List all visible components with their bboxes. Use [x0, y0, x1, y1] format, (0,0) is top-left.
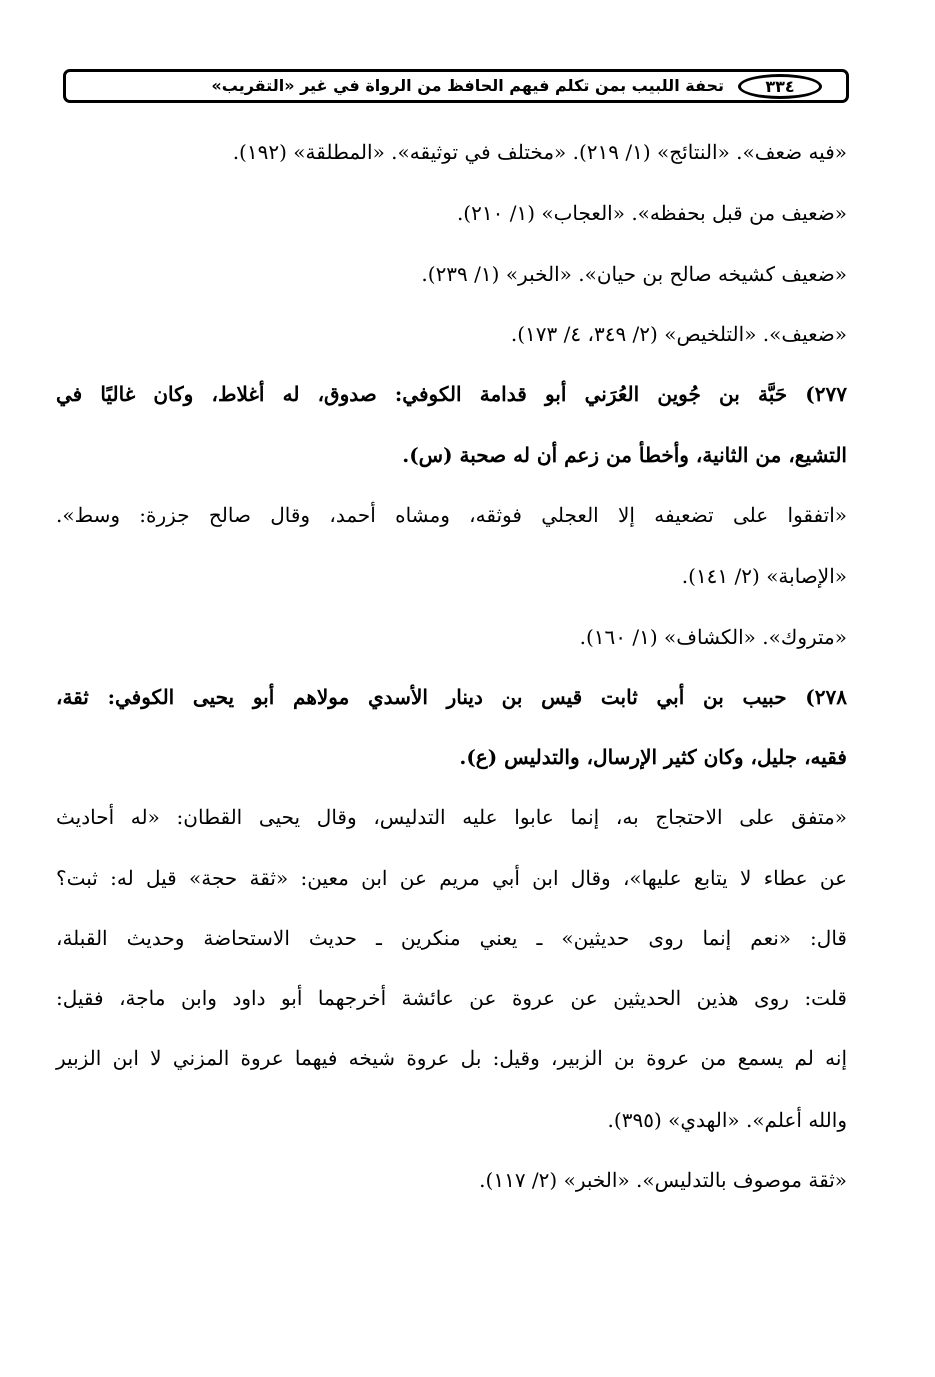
entry-277-heading: التشيع، من الثانية، وأخطأ من زعم أن له صحبة (س). — [402, 443, 847, 467]
page-header — [63, 69, 849, 103]
text-line: «ثقة موصوف بالتدليس». «الخبر» (٢/ ١١٧). — [479, 1168, 847, 1192]
text-line: «اتفقوا على تضعيفه إلا العجلي فوثقه، ومشاه أحمد، وقال صالح جزرة: وسط». — [56, 503, 847, 527]
text-line: «الإصابة» (٢/ ١٤١). — [681, 564, 847, 588]
text-line: «ضعيف من قبل بحفظه». «العجاب» (١/ ٢١٠). — [456, 201, 847, 225]
page-number: ٣٣٤ — [738, 74, 822, 99]
text-line: قلت: روى هذين الحديثين عن عروة عن عائشة أخرجهما أبو داود وابن ماجة، فقيل: — [56, 986, 847, 1010]
entry-277-heading: ٢٧٧) حَبَّة بن جُوين العُرَني أبو قدامة الكوفي: صدوق، له أغلاط، وكان غاليًا في — [56, 382, 847, 406]
text-line: عن عطاء لا يتابع عليها»، وقال ابن أبي مريم عن ابن معين: «ثقة حجة» قيل له: ثبت؟ — [56, 866, 847, 890]
entry-278-heading: ٢٧٨) حبيب بن أبي ثابت قيس بن دينار الأسدي مولاهم أبو يحيى الكوفي: ثقة، — [56, 685, 847, 709]
text-line: «متفق على الاحتجاج به، إنما عابوا عليه التدليس، وقال يحيى القطان: «له أحاديث — [56, 805, 847, 829]
text-line: «فيه ضعف». «النتائج» (١/ ٢١٩). «مختلف في توثيقه». «المطلقة» (١٩٢). — [232, 140, 847, 164]
text-line: قال: «نعم إنما روى حديثين» ـ يعني منكرين ـ حديث الاستحاضة وحديث القبلة، — [56, 926, 847, 950]
text-line: إنه لم يسمع من عروة بن الزبير، وقيل: بل عروة شيخه فيهما عروة المزني لا ابن الزبير — [56, 1046, 847, 1070]
text-line: والله أعلم». «الهدي» (٣٩٥). — [607, 1108, 847, 1132]
text-line: «متروك». «الكشاف» (١/ ١٦٠). — [579, 625, 847, 649]
text-line: «ضعيف كشيخه صالح بن حيان». «الخبر» (١/ ٢٣٩). — [421, 262, 847, 286]
text-line: «ضعيف». «التلخيص» (٢/ ٣٤٩، ٤/ ١٧٣). — [510, 322, 847, 346]
book-title: تحفة اللبيب بمن تكلم فيهم الحافظ من الرواة في غير «التقريب» — [211, 76, 724, 95]
entry-278-heading: فقيه، جليل، وكان كثير الإرسال، والتدليس (ع). — [459, 745, 847, 769]
